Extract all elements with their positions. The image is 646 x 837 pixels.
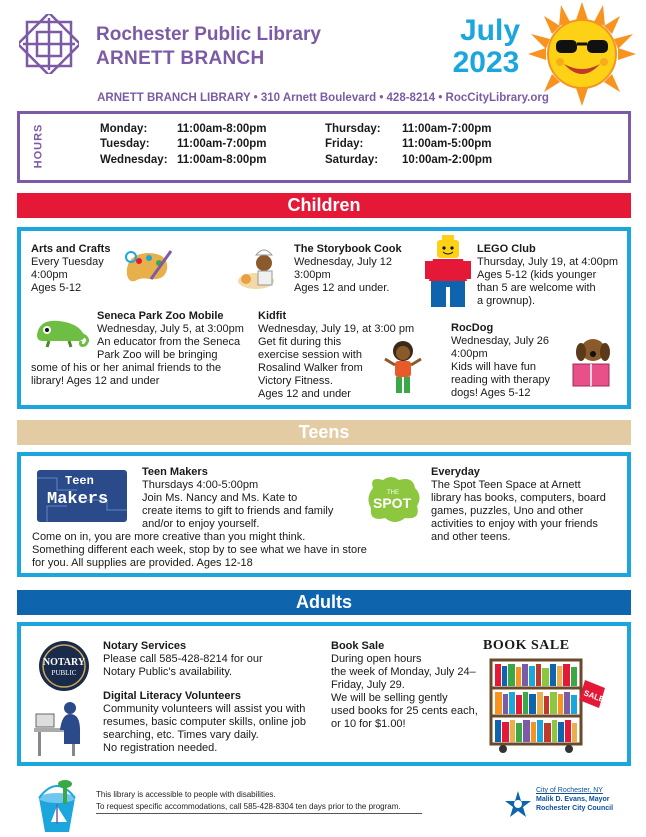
svg-text:PUBLIC: PUBLIC [51,669,77,677]
adults-heading: Adults [17,590,631,615]
library-name: Rochester Public Library [96,24,321,45]
computer-user-icon [34,700,90,758]
lego-club-event: LEGO Club Thursday, July 19, at 4:00pm Ages 5-12 (kids younger than 5 are welcome with a grownup). [477,243,619,307]
hours-label: HOURS [32,123,45,169]
svg-text:SALE: SALE [582,688,606,705]
library-logo-icon [19,14,79,74]
sun-sunglasses-icon [528,2,636,106]
teens-heading: Teens [17,420,631,445]
address-line: ARNETT BRANCH LIBRARY • 310 Arnett Boulevard • 428-8214 • RocCityLibrary.org [97,92,549,104]
city-of-rochester-logo-icon [503,789,533,819]
teen-makers-event-cont: Come on in, you are more creative than you might think. Something different each week, stop by to see what we have in store for you. All supplies are provided. Ages 12-18 [32,531,367,569]
notary-seal-icon [36,640,92,692]
teen-makers-logo [37,470,127,522]
arts-crafts-event: Arts and Crafts Every Tuesday 4:00pm Ages 5-12 [31,243,111,294]
book-cart-icon [487,656,609,754]
storybook-cook-event: The Storybook Cook Wednesday, July 12 3:00pm Ages 12 and under. [294,243,402,294]
year-title: 2023 [452,46,520,79]
month-title: July [459,14,521,47]
kid-exercise-icon [383,339,423,395]
chameleon-icon [33,313,91,349]
kidfit-event: Kidfit Wednesday, July 19, at 3:00 pm Get fit during this exercise session with Rosalind Walker from Victory Fitness. Ages 12 and under [258,310,415,400]
digital-literacy-event: Digital Literacy Volunteers Community volunteers will assist you with resumes, basic computer skills, online job searching, etc. Times vary daily. No registration needed. [103,690,306,754]
art-supplies-icon [121,245,177,285]
hours-box: HOURS Monday: 11:00am-8:00pm Tuesday: 11:00am-7:00pm Wednesday: 11:00am-8:00pm Thursday: 11:00am-7:00pm Friday: 11:00am-5:00pm Saturday: 10:00am-2:00pm [17,111,631,183]
city-credits: City of Rochester, NY Malik D. Evans, Mayor Rochester City Council [536,787,614,812]
beach-bucket-icon [29,778,85,834]
children-heading: Children [17,193,631,218]
branch-name: ARNETT BRANCH [96,48,265,69]
svg-text:NOTARY: NOTARY [42,657,86,668]
teen-makers-event: Teen Makers Thursdays 4:00-5:00pm Join Ms. Nancy and Ms. Kate to create items to gift to friends and family and/or to enjoy yourself. [142,466,334,530]
notary-event: Notary Services Please call 585-428-8214 for our Notary Public's availability. [103,640,263,678]
rocdog-event: RocDog Wednesday, July 26 4:00pm Kids will have fun reading with therapy dogs! Ages 5-12 [451,322,551,399]
footer-divider [96,813,422,814]
accessibility-notice: This library is accessible to people with disabilities. To request specific accommodations, call 585-428-8304 ten days prior to the program. [96,790,401,811]
dog-reading-icon [569,334,615,390]
zoo-mobile-event-cont: some of his or her animal friends to the library! Ages 12 and under [31,362,222,387]
teen-makers-logo-text2: Makers [47,490,109,509]
the-spot-logo-icon [365,474,423,526]
book-sale-sign: BOOK SALE [483,638,570,653]
everyday-event: Everyday The Spot Teen Space at Arnett library has books, computers, board games, puzzles, Uno and other activities to enjoy with your friends and other teens. [431,466,606,543]
teen-makers-logo-text1: Teen [65,474,94,488]
zoo-mobile-event: Seneca Park Zoo Mobile Wednesday, July 5, at 3:00pm An educator from the Seneca Park Zoo will be bringing [97,310,244,361]
children-box [17,227,631,409]
lego-figure-icon [423,235,473,307]
adults-box [17,622,631,766]
book-sale-event: Book Sale During open hours the week of Monday, July 24– Friday, July 29. We will be selling gently used books for 25 cents each, or 10 for $1.00! [331,640,478,730]
teens-box [17,452,631,577]
svg-text:SPOT: SPOT [373,495,412,511]
storybook-cook-icon [234,245,290,291]
svg-text:THE: THE [387,490,399,496]
